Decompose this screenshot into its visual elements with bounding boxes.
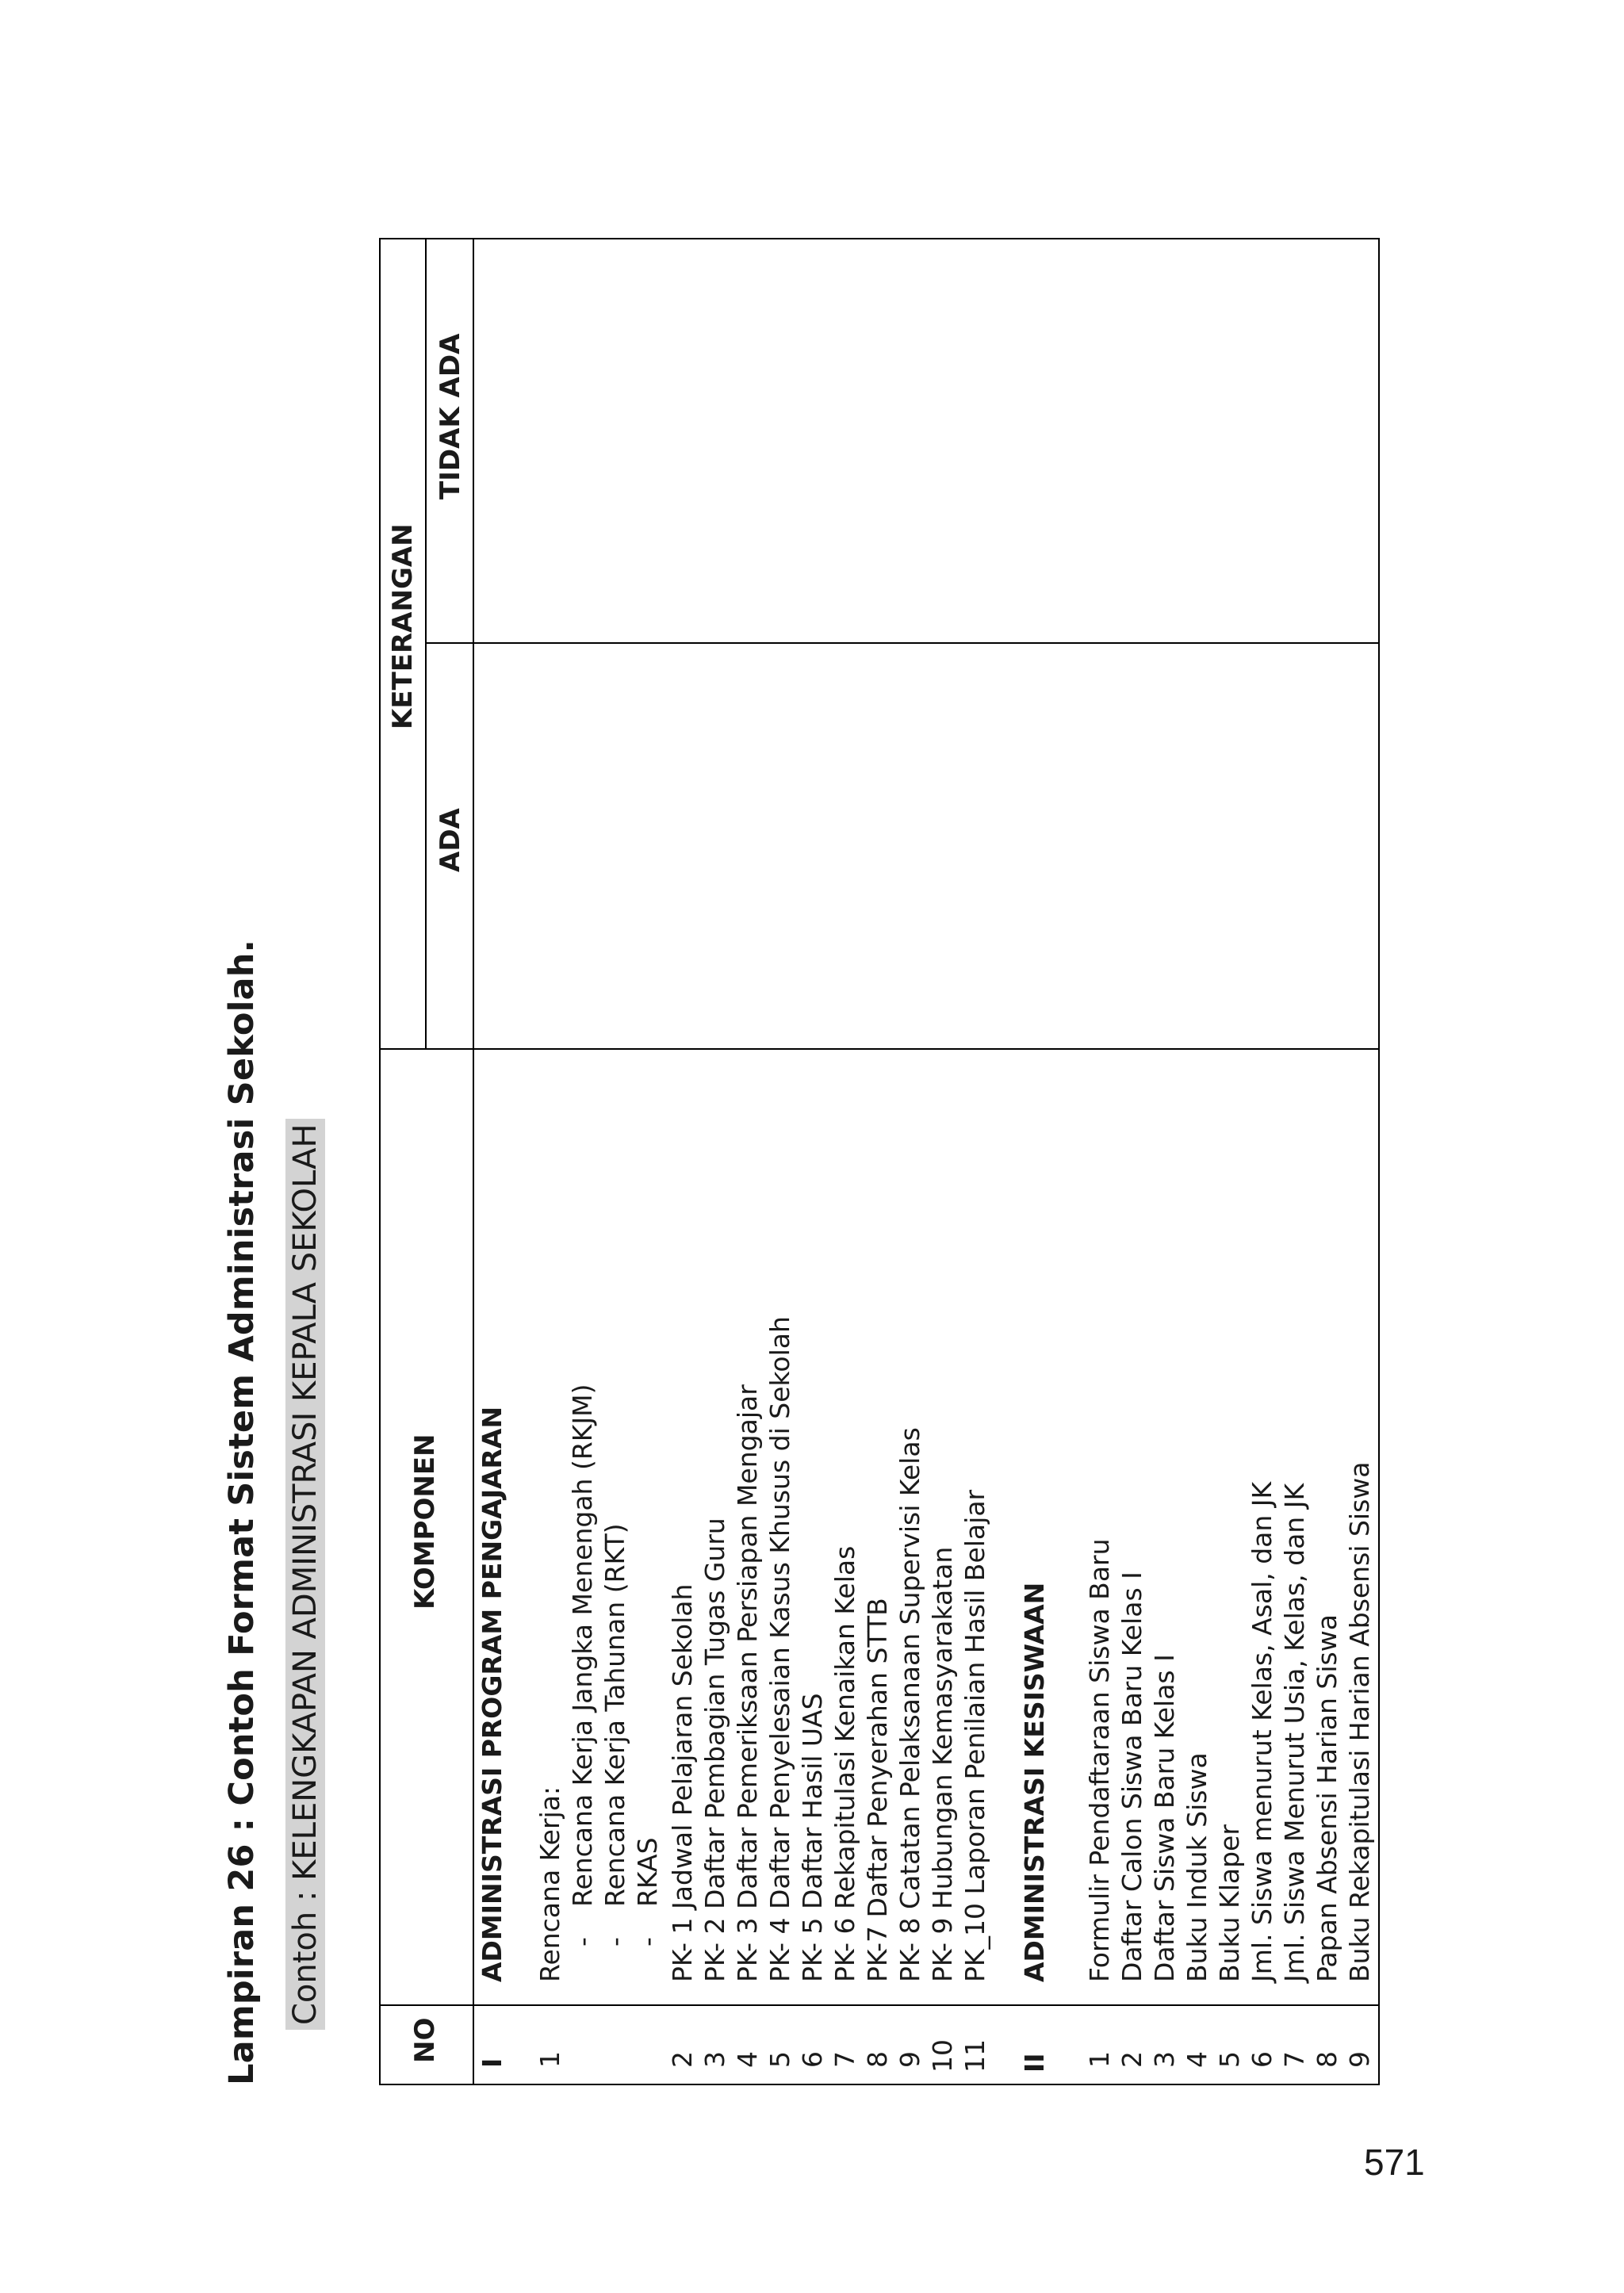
row-text: Formulir Pendaftaraan Siswa Baru bbox=[1084, 1538, 1115, 1982]
row-text: PK-7 Daftar Penyerahan STTB bbox=[862, 1598, 893, 1982]
row-no: 6 bbox=[1247, 2051, 1277, 2068]
row-no: 8 bbox=[862, 2051, 893, 2068]
row-no: 9 bbox=[1344, 2051, 1375, 2068]
row-text: Buku Induk Siswa bbox=[1182, 1752, 1212, 1982]
row-text: Jml. Siswa Menurut Usia, Kelas, dan JK bbox=[1279, 1483, 1310, 1982]
dash-1: - bbox=[567, 1937, 598, 1947]
dash-3: - bbox=[632, 1937, 663, 1947]
row-no: 3 bbox=[699, 2051, 730, 2068]
row-no: 9 bbox=[894, 2051, 925, 2068]
rotated-page bbox=[222, 206, 1396, 2085]
row-no: 2 bbox=[667, 2051, 698, 2068]
row-text: Rencana Kerja Tahunan (RKT) bbox=[599, 1523, 630, 1907]
col-no-divider bbox=[379, 2004, 1380, 2006]
table-border-top bbox=[379, 238, 381, 2085]
col-komponen-divider bbox=[379, 1048, 1380, 1050]
row-no: 1 bbox=[1084, 2051, 1115, 2068]
col-ada-divider bbox=[427, 642, 1380, 644]
row-text: Papan Absensi Harian Siswa bbox=[1312, 1614, 1342, 1982]
row-no: 7 bbox=[829, 2051, 860, 2068]
administration-table bbox=[379, 238, 1380, 2085]
row-no: 1 bbox=[534, 2051, 565, 2068]
row-text: PK_10 Laporan Penilaian Hasil Belajar bbox=[959, 1489, 990, 1982]
table-border-bottom bbox=[1378, 238, 1380, 2085]
table-border-right bbox=[379, 238, 1380, 239]
dash-2: - bbox=[599, 1937, 630, 1947]
row-text: PK- 3 Daftar Pemeriksaan Persiapan Mengajar bbox=[732, 1384, 763, 1982]
page-number: 571 bbox=[1364, 2142, 1425, 2183]
row-text: PK- 1 Jadwal Pelajaran Sekolah bbox=[667, 1583, 698, 1982]
section1-title: ADMINISTRASI PROGRAM PENGAJARAN bbox=[477, 1406, 508, 1982]
header-tidak-ada: TIDAK ADA bbox=[435, 333, 466, 500]
header-no: NO bbox=[409, 2017, 441, 2063]
row-no: 5 bbox=[1214, 2051, 1245, 2068]
keterangan-sub-line bbox=[425, 238, 427, 1050]
row-no: 3 bbox=[1149, 2051, 1180, 2068]
row-text: PK- 2 Daftar Pembagian Tugas Guru bbox=[699, 1518, 730, 1982]
row-text: Rencana Kerja: bbox=[534, 1786, 565, 1982]
section2-title: ADMINISTRASI KESISWAAN bbox=[1019, 1582, 1050, 1982]
row-no: 10 bbox=[927, 2039, 958, 2073]
row-no: 2 bbox=[1116, 2051, 1147, 2068]
row-text: PK- 5 Daftar Hasil UAS bbox=[797, 1693, 828, 1982]
row-text: PK- 6 Rekapitulasi Kenaikan Kelas bbox=[829, 1545, 860, 1982]
row-text: PK- 8 Catatan Pelaksanaan Supervisi Kelas bbox=[894, 1427, 925, 1982]
row-no: 11 bbox=[959, 2039, 990, 2073]
row-text: Daftar Siswa Baru Kelas I bbox=[1149, 1654, 1180, 1982]
header-bottom-line bbox=[473, 238, 474, 2085]
section2-no: II bbox=[1019, 2053, 1050, 2073]
row-no: 7 bbox=[1279, 2051, 1310, 2068]
row-text: Jml. Siswa menurut Kelas, Asal, dan JK bbox=[1247, 1481, 1277, 1982]
header-komponen: KOMPONEN bbox=[409, 1434, 441, 1610]
header-ada: ADA bbox=[435, 808, 466, 872]
header-keterangan: KETERANGAN bbox=[387, 523, 419, 729]
document-title: Lampiran 26 : Contoh Format Sistem Administrasi Sekolah. bbox=[222, 939, 262, 2085]
row-text: PK- 9 Hubungan Kemasyarakatan bbox=[927, 1546, 958, 1982]
row-text: PK- 4 Daftar Penyelesaian Kasus Khusus di Sekolah bbox=[764, 1316, 795, 1982]
row-no: 5 bbox=[764, 2051, 795, 2068]
row-no: 6 bbox=[797, 2051, 828, 2068]
row-text: Buku Klaper bbox=[1214, 1824, 1245, 1982]
section1-no: I bbox=[477, 2058, 508, 2068]
row-text: Daftar Calon Siswa Baru Kelas I bbox=[1116, 1571, 1147, 1982]
row-text: RKAS bbox=[632, 1837, 663, 1907]
table-border-left bbox=[379, 2084, 1380, 2085]
row-no: 4 bbox=[1182, 2051, 1212, 2068]
document-subtitle: Contoh : KELENGKAPAN ADMINISTRASI KEPALA SEKOLAH bbox=[285, 1119, 325, 2030]
row-text: Rencana Kerja Jangka Menengah (RKJM) bbox=[567, 1384, 598, 1907]
row-no: 4 bbox=[732, 2051, 763, 2068]
row-no: 8 bbox=[1312, 2051, 1342, 2068]
row-text: Buku Rekapitulasi Harian Absensi Siswa bbox=[1344, 1461, 1375, 1982]
